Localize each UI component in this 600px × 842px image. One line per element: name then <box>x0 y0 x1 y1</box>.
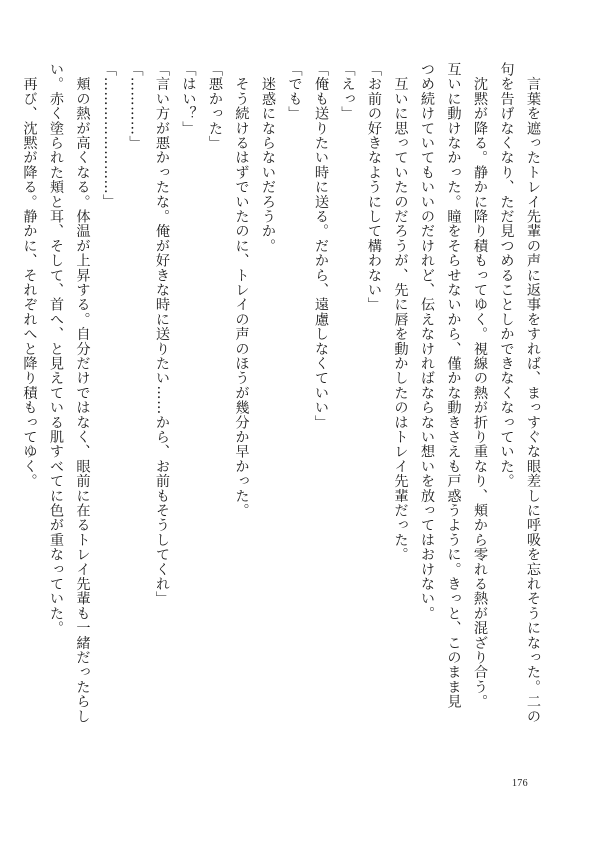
text-line: 迷惑にならないだろうか。 <box>260 62 276 254</box>
text-line: つめ続けていてもいいのだけれど、伝えなければならない想いを放ってはおけない。 <box>419 62 435 621</box>
text-line: そう続けるはずでいたのに、トレイの声のほうが幾分か早かった。 <box>233 62 250 518</box>
text-line: 「俺も送りたい時に送る。だから、遠慮しなくていい」 <box>313 62 329 430</box>
text-line: 互いに動けなかった。瞳をそらせないから、僅かな動きさえも戸惑うように。きっと、このまま見 <box>445 62 462 709</box>
text-line: 頬の熱が高くなる。体温が上昇する。自分だけではなく、眼前に在るトレイ先輩も一緒だったらし <box>74 62 91 724</box>
text-line: 句を告げなくなり、ただ見つめることしかできなくなっていた。 <box>498 62 515 489</box>
page-number: 176 <box>512 778 528 789</box>
text-line: 「えっ」 <box>339 62 356 121</box>
text-line: 言葉を遮ったトレイ先輩の声に返事をすれば、まっすぐな眼差しに呼吸を忘れそうになった。二の <box>525 62 541 724</box>
text-line: い。赤く塗られた頬と耳、そして、首へ、と見えている肌すべてに色が重なっていた。 <box>48 62 64 636</box>
text-line: 「お前の好きなようにして構わない」 <box>366 62 382 312</box>
text-line: 「…………」 <box>127 62 144 151</box>
text-line: 互いに思っていたのだろうが、先に唇を動かしたのはトレイ先輩だった。 <box>392 62 409 562</box>
text-line: 「はい？」 <box>180 62 197 136</box>
text-line: 「でも」 <box>286 62 303 121</box>
text-line: 「悪かった」 <box>207 62 223 151</box>
text-line: 沈黙が降る。静かに降り積もってゆく。視線の熱が折り重なり、頬から零れる熱が混ざり合う。 <box>472 62 488 709</box>
text-line: 再び、沈黙が降る。静かに、それぞれへと降り積もってゆく。 <box>21 62 38 489</box>
text-line: 「……………………」 <box>101 62 117 209</box>
text-line: 「言い方が悪かったな。俺が好きな時に送りたい……から、お前もそうしてくれ」 <box>154 62 170 606</box>
vertical-text-body <box>21 62 546 762</box>
